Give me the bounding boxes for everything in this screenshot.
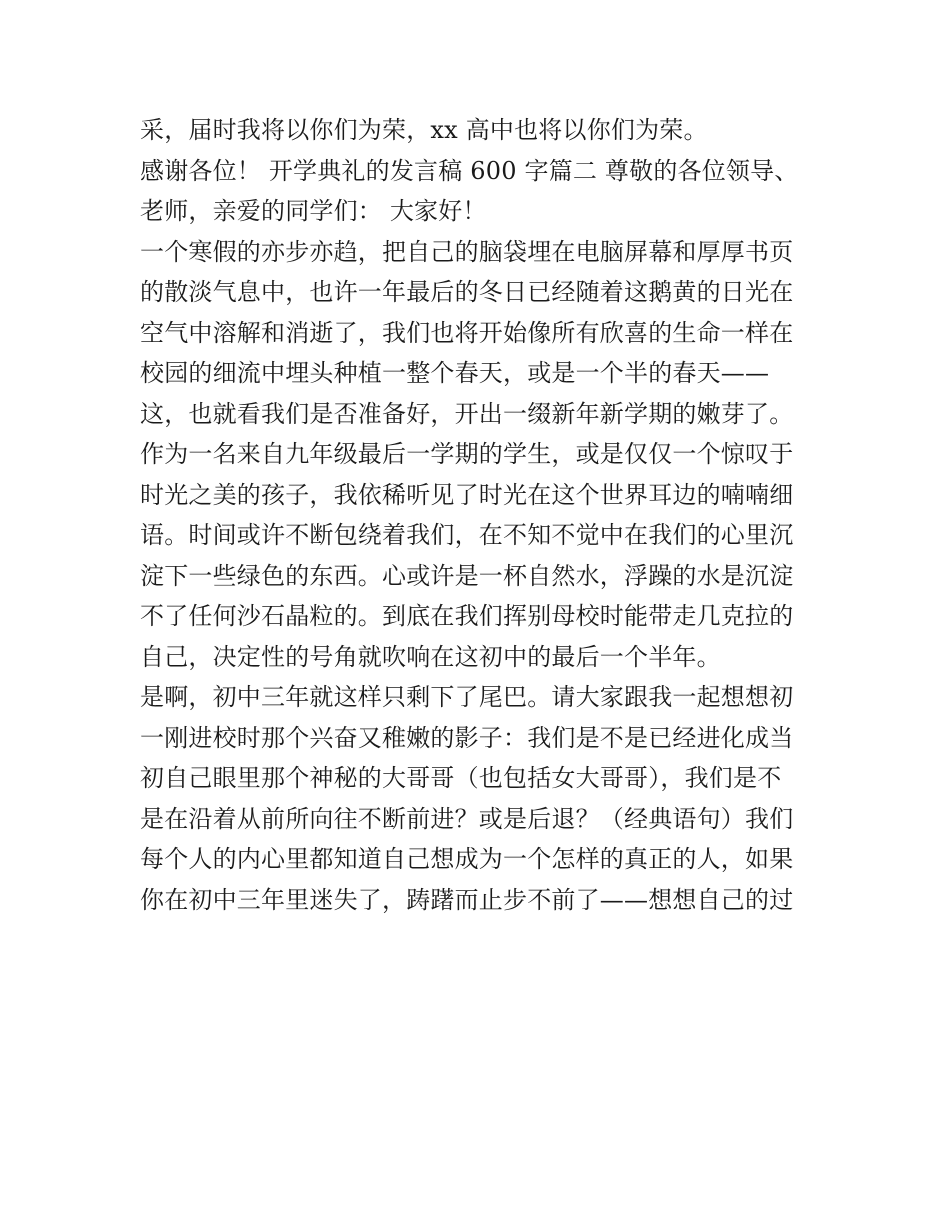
text-line: 这，也就看我们是否准备好，开出一缀新年新学期的嫩芽了。 — [140, 399, 794, 428]
text-line: 是啊，初中三年就这样只剩下了尾巴。请大家跟我一起想想初 — [140, 683, 794, 711]
text-line: 一个寒假的亦步亦趋，把自己的脑袋埋在电脑屏幕和厚厚书页 — [140, 237, 794, 266]
document-body — [140, 110, 820, 920]
text-line: 不了任何沙石晶粒的。到底在我们挥别母校时能带走几克拉的 — [140, 602, 794, 630]
text-line: 自己，决定性的号角就吹响在这初中的最后一个半年。 — [140, 642, 721, 671]
text-line: 是在沿着从前所向往不断前进？或是后退？（经典语句）我们 — [140, 804, 794, 833]
text-line: 空气中溶解和消逝了，我们也将开始像所有欣喜的生命一样在 — [140, 318, 794, 347]
text-line: 每个人的内心里都知道自己想成为一个怎样的真正的人，如果 — [140, 845, 794, 873]
text-line: 校园的细流中埋头种植一整个春天，或是一个半的春天—— — [140, 359, 770, 387]
text-line: 语。时间或许不断包绕着我们，在不知不觉中在我们的心里沉 — [140, 521, 794, 549]
text-line: 老师，亲爱的同学们： 大家好！ — [140, 197, 487, 225]
text-line: 淀下一些绿色的东西。心或许是一杯自然水，浮躁的水是沉淀 — [140, 561, 794, 590]
text-line: 作为一名来自九年级最后一学期的学生，或是仅仅一个惊叹于 — [140, 440, 794, 468]
text-line: 的散淡气息中，也许一年最后的冬日已经随着这鹅黄的日光在 — [140, 278, 794, 306]
text-line: 初自己眼里那个神秘的大哥哥（也包括女大哥哥），我们是不 — [140, 764, 782, 792]
text-line: 采，届时我将以你们为荣，xx 高中也将以你们为荣。 — [140, 116, 708, 144]
text-line: 你在初中三年里迷失了，踌躇而止步不前了——想想自己的过 — [140, 885, 794, 914]
text-line: 时光之美的孩子，我依稀听见了时光在这个世界耳边的喃喃细 — [140, 480, 794, 509]
text-line: 一刚进校时那个兴奋又稚嫩的影子：我们是不是已经进化成当 — [140, 723, 794, 752]
text-line: 感谢各位！ 开学典礼的发言稿 600 字篇二 尊敬的各位领导、 — [140, 156, 799, 185]
